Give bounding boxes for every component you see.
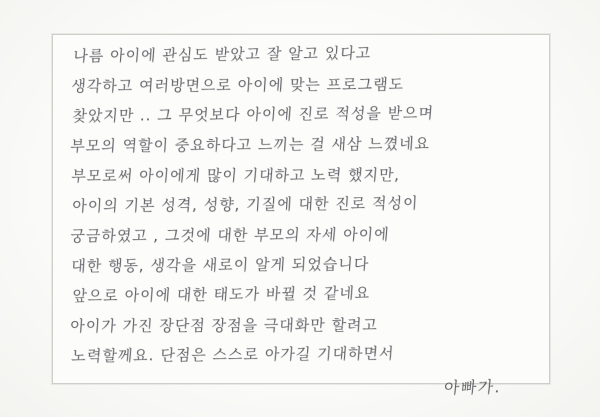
handwritten-line <box>71 191 536 225</box>
handwritten-line <box>69 313 536 345</box>
note-sheet <box>52 34 550 398</box>
handwritten-line-text: 노력할께요. 단점은 스스로 아가길 기대하면서 <box>70 344 396 366</box>
handwritten-line <box>69 132 536 165</box>
note-body <box>53 35 549 398</box>
handwritten-line-text: 궁금하였고 , 그것에 대한 부모의 자세 아이에 <box>69 225 391 246</box>
signature-text: 아빠가. <box>442 377 502 398</box>
handwritten-line-text: 부모의 역할이 중요하다고 느끼는 걸 새삼 느꼈네요 <box>69 134 431 156</box>
signature-row <box>69 375 535 409</box>
handwritten-line-text: 찾았지만 .. 그 무엇보다 아이에 진로 적성을 받으며 <box>71 103 435 126</box>
handwritten-line <box>72 40 536 75</box>
handwritten-line-text: 부모로써 아이에게 많이 기대하고 노력 했지만, <box>70 165 402 186</box>
handwritten-line-text: 생각하고 여러방면으로 아이에 맞는 프로그램도 <box>70 75 405 96</box>
handwritten-line-text: 앞으로 아이에 대한 태도가 바뀔 것 같네요 <box>71 283 371 306</box>
handwritten-line-text: 아이의 기본 성격, 성향, 기질에 대한 진로 적성이 <box>71 193 420 216</box>
handwritten-line <box>70 163 537 195</box>
handwritten-line <box>71 280 536 315</box>
handwritten-line-text: 나름 아이에 관심도 받았고 잘 알고 있다고 <box>72 43 372 66</box>
handwritten-line <box>70 73 536 105</box>
handwritten-line <box>71 101 536 135</box>
handwritten-line <box>70 341 536 375</box>
handwritten-line-text: 대한 행동, 생각을 새로이 알게 되었습니다 <box>70 254 370 276</box>
handwritten-line <box>69 223 536 255</box>
handwritten-line-text: 아이가 가진 장단점 장점을 극대화만 할려고 <box>69 315 379 336</box>
